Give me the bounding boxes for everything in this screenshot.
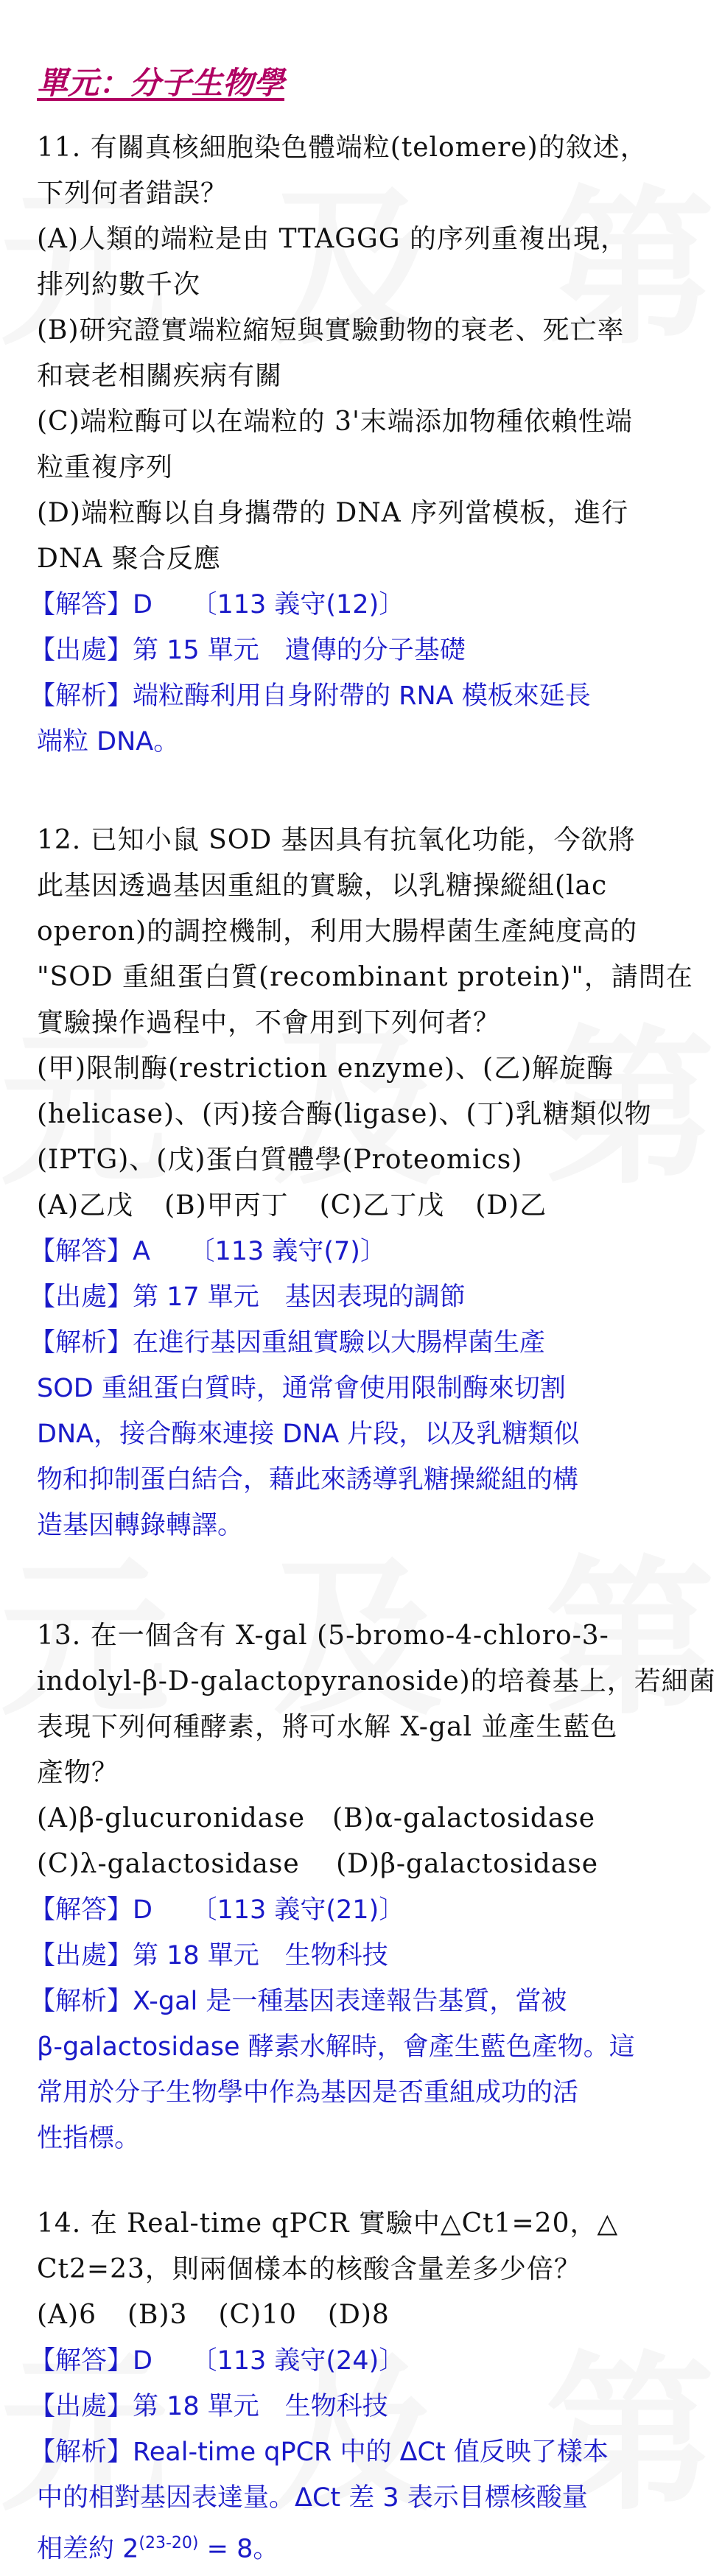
options-row [37,2292,693,2338]
explanation-line: 常用於分子生物學中作為基因是否重組成功的活 [37,2078,579,2108]
question-stem-line: 11. 有關真核細胞染色體端粒(telomere)的敘述， [37,133,648,163]
explanation-line [29,2429,693,2475]
question-stem-line: 13. 在一個含有 X-gal (5-bromo-4-chloro-3- [37,1621,609,1651]
question-stem-line: (甲)限制酶(restriction enzyme)、(乙)解旋酶 [37,1053,614,1084]
unit-title: 單元：分子生物學 [37,65,285,101]
question-stem-line: (helicase)、(丙)接合酶(ligase)、(丁)乳糖類似物 [37,1099,652,1129]
option-line: 排列約數千次 [37,270,201,300]
answer-text: 【解答】D 〔113 義守(12)〕 [29,590,405,620]
explanation-line: 中的相對基因表達量。ΔCt 差 3 表示目標核酸量 [37,2483,588,2513]
explanation-line: 物和抑制蛋白結合，藉此來誘導乳糖操縱組的構 [37,1465,579,1495]
option-line: DNA 聚合反應 [37,544,221,574]
question-stem-line: 12. 已知小鼠 SOD 基因具有抗氧化功能，今欲將 [37,825,636,855]
option-line: 粒重複序列 [37,452,174,482]
explanation-line: β-galactosidase 酵素水解時，會產生藍色產物。這 [37,2032,635,2062]
answer-line [29,1229,693,1274]
question-stem-line: 產物？ [37,1758,119,1788]
option-line: (A)人類的端粒是由 TTAGGG 的序列重複出現， [37,224,628,254]
question-stem-line: Ct2=23，則兩個樣本的核酸含量差多少倍？ [37,2254,581,2284]
option-line: 和衰老相關疾病有關 [37,361,283,391]
explanation-text: 【解析】端粒酶利用自身附帶的 RNA 模板來延長 [29,681,591,711]
question-13 [29,1613,716,2161]
explanation-line [29,1979,693,2024]
option-line: (C)端粒酶可以在端粒的 3'末端添加物種依賴性端 [37,407,633,437]
question-12 [29,818,693,1548]
question-14 [29,2201,693,2572]
answer-line [29,582,693,628]
option-line: (C)λ-galactosidase (D)β-galactosidase [37,1849,599,1879]
question-stem-line: 此基因透過基因重組的實驗，以乳糖操縱組(lac [37,871,608,901]
explanation-text: 【解析】在進行基因重組實驗以大腸桿菌生產 [29,1328,546,1358]
option-line: (D)端粒酶以自身攜帶的 DNA 序列當模板，進行 [37,498,629,528]
explanation-line [29,1320,693,1366]
explanation-line: 性指標。 [37,2124,141,2153]
source-line [29,2384,693,2429]
answer-text: 【解答】A 〔113 義守(7)〕 [29,1237,386,1266]
option-d: (D)乙 [475,1190,547,1221]
explanation-suffix: = 8。 [198,2534,279,2564]
explanation-line: 端粒 DNA。 [37,727,180,757]
source-line [29,1933,693,1979]
explanation-line: DNA，接合酶來連接 DNA 片段，以及乳糖類似 [37,1419,580,1449]
exponent: (23-20) [139,2534,199,2552]
source-line [29,628,693,673]
source-text: 【出處】第 18 單元 生物科技 [29,1941,388,1970]
option-a: (A)乙戊 [37,1190,134,1221]
source-line [29,1274,693,1320]
explanation-line [37,2521,693,2572]
source-text: 【出處】第 18 單元 生物科技 [29,2392,388,2421]
option-line: (A)β-glucuronidase (B)α-galactosidase [37,1803,596,1833]
question-stem-line: 實驗操作過程中，不會用到下列何者？ [37,1008,501,1038]
answer-line [29,1887,693,1933]
option-b: (B)甲丙丁 [164,1190,289,1221]
question-stem-line: "SOD 重組蛋白質(recombinant protein)"，請問在 [37,962,693,992]
source-text: 【出處】第 15 單元 遺傳的分子基礎 [29,636,466,665]
answer-text: 【解答】D 〔113 義守(24)〕 [29,2346,405,2376]
answer-line [29,2338,693,2384]
question-stem-line: indolyl-β-D-galactopyranoside)的培養基上，若細菌 [37,1666,716,1696]
explanation-text: 【解析】X-gal 是一種基因表達報告基質，當被 [29,1987,567,2016]
option-c: (C)乙丁戊 [319,1190,445,1221]
explanation-line: 造基因轉錄轉譯。 [37,1511,244,1540]
answer-text: 【解答】D 〔113 義守(21)〕 [29,1895,405,1925]
question-stem-line: 14. 在 Real-time qPCR 實驗中△Ct1=20，△ [37,2208,619,2239]
option-line: (B)研究證實端粒縮短與實驗動物的衰老、死亡率 [37,315,625,345]
explanation-prefix: 相差約 2 [37,2534,139,2564]
explanation-line [29,673,693,719]
option-b: (B)3 [127,2300,188,2330]
question-stem-line: 表現下列何種酵素，將可水解 X-gal 並產生藍色 [37,1712,618,1742]
explanation-text: 【解析】Real-time qPCR 中的 ΔCt 值反映了樣本 [29,2438,609,2467]
options-row [37,1183,693,1229]
question-stem-line: operon)的調控機制，利用大腸桿菌生產純度高的 [37,916,638,947]
question-stem-line: 下列何者錯誤？ [37,178,228,208]
question-stem-line: (IPTG)、(戊)蛋白質體學(Proteomics) [37,1145,523,1175]
option-d: (D)8 [327,2300,390,2330]
question-11 [29,125,693,765]
option-c: (C)10 [218,2300,297,2330]
source-text: 【出處】第 17 單元 基因表現的調節 [29,1282,466,1312]
option-a: (A)6 [37,2300,97,2330]
explanation-line: SOD 重組蛋白質時，通常會使用限制酶來切割 [37,1374,566,1403]
